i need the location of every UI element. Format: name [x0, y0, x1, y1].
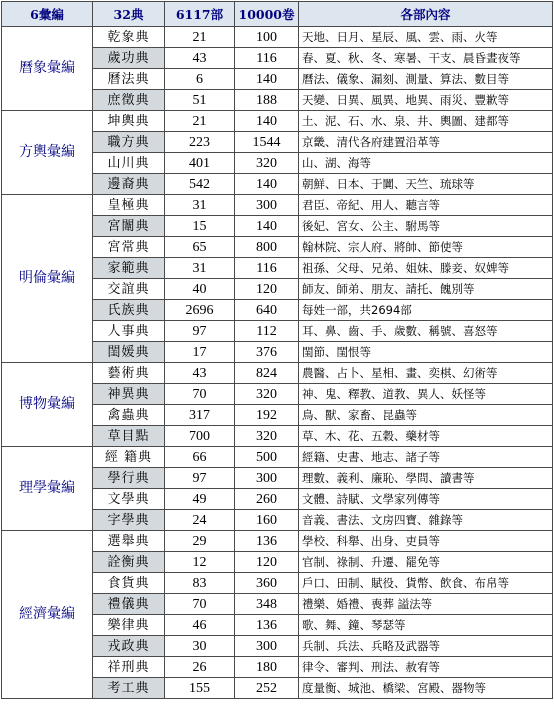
dian-cell: 神異典 [93, 384, 165, 405]
juan-count-cell: 1544 [235, 132, 299, 153]
huibian-cell: 明倫彙編 [2, 195, 93, 363]
header-row [2, 2, 553, 27]
content-cell: 農醫、占卜、星相、畫、奕棋、幻術等 [299, 363, 553, 384]
content-cell: 鳥、獸、家畜、昆蟲等 [299, 405, 553, 426]
table-row [2, 195, 553, 216]
juan-count-cell: 360 [235, 573, 299, 594]
bu-count-cell: 43 [165, 363, 235, 384]
juan-count-cell: 192 [235, 405, 299, 426]
content-cell: 後妃、宮女、公主、駙馬等 [299, 216, 553, 237]
dian-cell: 人事典 [93, 321, 165, 342]
dian-cell: 字學典 [93, 510, 165, 531]
table-row [2, 447, 553, 468]
bu-count-cell: 70 [165, 594, 235, 615]
content-cell: 律令、審判、刑法、赦宥等 [299, 657, 553, 678]
content-cell: 文體、詩賦、文學家列傳等 [299, 489, 553, 510]
content-cell: 草、木、花、五穀、藥材等 [299, 426, 553, 447]
content-cell: 戶口、田制、賦役、貨幣、飲食、布帛等 [299, 573, 553, 594]
dian-cell: 食貨典 [93, 573, 165, 594]
dian-cell: 曆法典 [93, 69, 165, 90]
content-cell: 土、泥、石、水、泉、井、輿圖、建都等 [299, 111, 553, 132]
content-cell: 官制、祿制、升遷、罷免等 [299, 552, 553, 573]
bu-count-cell: 21 [165, 111, 235, 132]
juan-count-cell: 300 [235, 636, 299, 657]
dian-cell: 詮衡典 [93, 552, 165, 573]
content-cell: 師友、師弟、朋友、請托、餽別等 [299, 279, 553, 300]
dian-cell: 坤輿典 [93, 111, 165, 132]
dian-cell: 經 籍典 [93, 447, 165, 468]
bu-count-cell: 31 [165, 258, 235, 279]
dian-cell: 樂律典 [93, 615, 165, 636]
dian-cell: 皇極典 [93, 195, 165, 216]
juan-count-cell: 140 [235, 111, 299, 132]
table-row [2, 27, 553, 48]
dian-cell: 閨媛典 [93, 342, 165, 363]
content-cell: 學校、科舉、出身、吏員等 [299, 531, 553, 552]
content-cell: 音義、書法、文房四寶、雜錄等 [299, 510, 553, 531]
juan-count-cell: 800 [235, 237, 299, 258]
huibian-cell: 博物彙編 [2, 363, 93, 447]
content-cell: 京畿、清代各府建置沿革等 [299, 132, 553, 153]
juan-count-cell: 376 [235, 342, 299, 363]
content-cell: 閨節、閨恨等 [299, 342, 553, 363]
header-juan: 10000卷 [235, 2, 299, 27]
content-cell: 經籍、史書、地志、諸子等 [299, 447, 553, 468]
bu-count-cell: 30 [165, 636, 235, 657]
juan-count-cell: 160 [235, 510, 299, 531]
bu-count-cell: 97 [165, 468, 235, 489]
content-cell: 每姓一部，共2694部 [299, 300, 553, 321]
juan-count-cell: 140 [235, 216, 299, 237]
dian-cell: 草目點 [93, 426, 165, 447]
juan-count-cell: 300 [235, 195, 299, 216]
bu-count-cell: 70 [165, 384, 235, 405]
content-cell: 朝鮮、日本、于闐、天竺、琉球等 [299, 174, 553, 195]
dian-cell: 學行典 [93, 468, 165, 489]
juan-count-cell: 300 [235, 468, 299, 489]
huibian-cell: 曆象彙編 [2, 27, 93, 111]
content-cell: 天變、日異、風異、地異、雨災、豐歉等 [299, 90, 553, 111]
content-cell: 春、夏、秋、冬、寒暑、干支、晨昏晝夜等 [299, 48, 553, 69]
table-body [2, 27, 553, 699]
juan-count-cell: 140 [235, 69, 299, 90]
table-row [2, 531, 553, 552]
bu-count-cell: 31 [165, 195, 235, 216]
bu-count-cell: 83 [165, 573, 235, 594]
dian-cell: 職方典 [93, 132, 165, 153]
bu-count-cell: 97 [165, 321, 235, 342]
content-cell: 翰林院、宗人府、將帥、節使等 [299, 237, 553, 258]
content-cell: 度量衡、城池、橋梁、宮殿、器物等 [299, 678, 553, 699]
dian-cell: 禮儀典 [93, 594, 165, 615]
juan-count-cell: 136 [235, 615, 299, 636]
juan-count-cell: 320 [235, 426, 299, 447]
juan-count-cell: 112 [235, 321, 299, 342]
content-cell: 山、湖、海等 [299, 153, 553, 174]
huibian-cell: 經濟彙編 [2, 531, 93, 699]
juan-count-cell: 320 [235, 384, 299, 405]
bu-count-cell: 65 [165, 237, 235, 258]
bu-count-cell: 15 [165, 216, 235, 237]
bu-count-cell: 155 [165, 678, 235, 699]
table-row [2, 363, 553, 384]
bu-count-cell: 401 [165, 153, 235, 174]
bu-count-cell: 40 [165, 279, 235, 300]
bu-count-cell: 17 [165, 342, 235, 363]
bu-count-cell: 2696 [165, 300, 235, 321]
juan-count-cell: 120 [235, 552, 299, 573]
dian-cell: 庶徵典 [93, 90, 165, 111]
bu-count-cell: 29 [165, 531, 235, 552]
content-cell: 祖孫、父母、兄弟、姐妹、滕妾、奴婢等 [299, 258, 553, 279]
dian-cell: 藝術典 [93, 363, 165, 384]
dian-cell: 氏族典 [93, 300, 165, 321]
bu-count-cell: 66 [165, 447, 235, 468]
content-cell: 理數、義利、廉恥、學問、讀書等 [299, 468, 553, 489]
content-cell: 天地、日月、星辰、風、雲、雨、火等 [299, 27, 553, 48]
juan-count-cell: 500 [235, 447, 299, 468]
juan-count-cell: 188 [235, 90, 299, 111]
bu-count-cell: 12 [165, 552, 235, 573]
dian-cell: 交誼典 [93, 279, 165, 300]
dian-cell: 邊裔典 [93, 174, 165, 195]
header-dian: 32典 [93, 2, 165, 27]
bu-count-cell: 26 [165, 657, 235, 678]
huibian-cell: 方輿彙編 [2, 111, 93, 195]
content-cell: 君臣、帝紀、用人、聽言等 [299, 195, 553, 216]
content-cell: 曆法、儀象、漏刻、測量、算法、數目等 [299, 69, 553, 90]
juan-count-cell: 120 [235, 279, 299, 300]
dian-cell: 宮常典 [93, 237, 165, 258]
header-huibian: 6彙編 [2, 2, 93, 27]
dian-cell: 山川典 [93, 153, 165, 174]
content-cell: 耳、鼻、齒、手、歲數、稱號、喜怒等 [299, 321, 553, 342]
juan-count-cell: 100 [235, 27, 299, 48]
juan-count-cell: 140 [235, 174, 299, 195]
page [1, 1, 553, 699]
bu-count-cell: 46 [165, 615, 235, 636]
bu-count-cell: 43 [165, 48, 235, 69]
dian-cell: 戎政典 [93, 636, 165, 657]
dian-cell: 文學典 [93, 489, 165, 510]
dian-cell: 歲功典 [93, 48, 165, 69]
table-row [2, 111, 553, 132]
juan-count-cell: 180 [235, 657, 299, 678]
dian-cell: 祥刑典 [93, 657, 165, 678]
content-cell: 歌、舞、鐘、琴瑟等 [299, 615, 553, 636]
content-cell: 禮樂、婚禮、喪葬 謚法等 [299, 594, 553, 615]
gujin-tushu-jicheng-table [1, 1, 553, 699]
header-bu: 6117部 [165, 2, 235, 27]
dian-cell: 考工典 [93, 678, 165, 699]
bu-count-cell: 317 [165, 405, 235, 426]
dian-cell: 宮闈典 [93, 216, 165, 237]
juan-count-cell: 136 [235, 531, 299, 552]
dian-cell: 禽蟲典 [93, 405, 165, 426]
bu-count-cell: 51 [165, 90, 235, 111]
juan-count-cell: 320 [235, 153, 299, 174]
juan-count-cell: 116 [235, 48, 299, 69]
dian-cell: 乾象典 [93, 27, 165, 48]
juan-count-cell: 260 [235, 489, 299, 510]
juan-count-cell: 640 [235, 300, 299, 321]
header-content: 各部內容 [299, 2, 553, 27]
juan-count-cell: 252 [235, 678, 299, 699]
content-cell: 神、鬼、釋教、道教、異人、妖怪等 [299, 384, 553, 405]
dian-cell: 家範典 [93, 258, 165, 279]
juan-count-cell: 348 [235, 594, 299, 615]
content-cell: 兵制、兵法、兵略及武器等 [299, 636, 553, 657]
bu-count-cell: 700 [165, 426, 235, 447]
bu-count-cell: 542 [165, 174, 235, 195]
bu-count-cell: 21 [165, 27, 235, 48]
bu-count-cell: 24 [165, 510, 235, 531]
huibian-cell: 理學彙編 [2, 447, 93, 531]
dian-cell: 選舉典 [93, 531, 165, 552]
bu-count-cell: 49 [165, 489, 235, 510]
juan-count-cell: 116 [235, 258, 299, 279]
bu-count-cell: 223 [165, 132, 235, 153]
juan-count-cell: 824 [235, 363, 299, 384]
bu-count-cell: 6 [165, 69, 235, 90]
